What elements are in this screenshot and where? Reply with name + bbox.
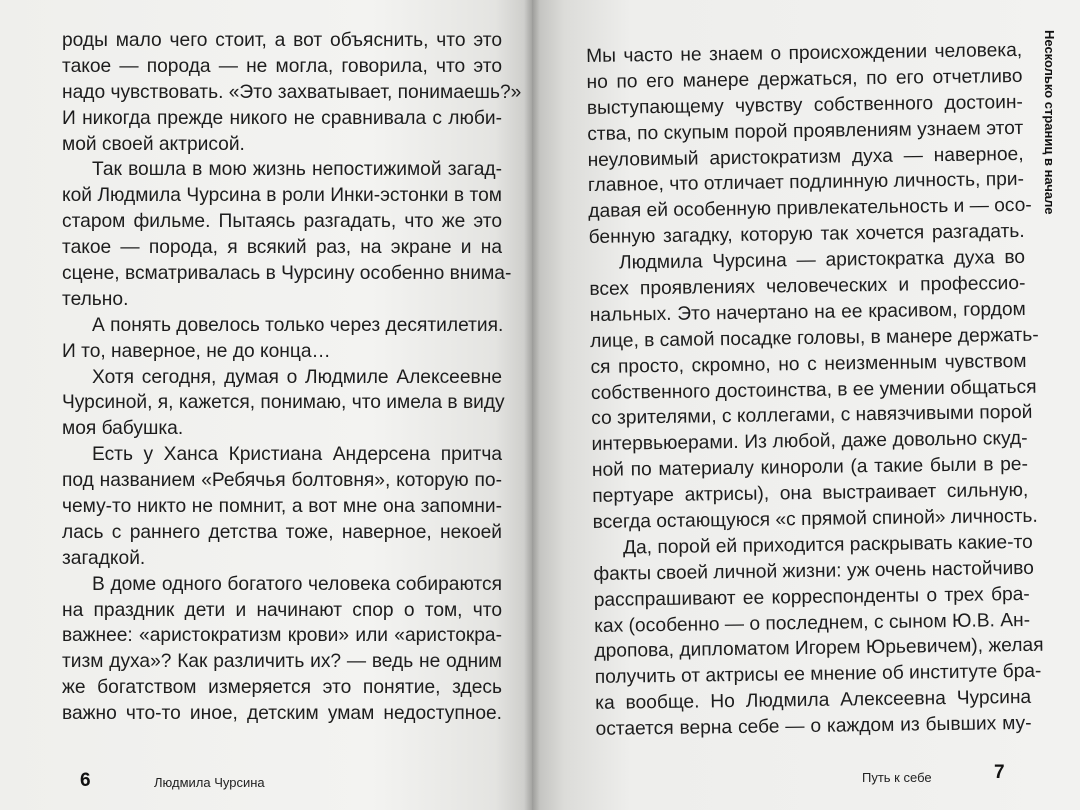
text-line: загадкой.	[62, 547, 146, 569]
text-line: под названием «Ребячья болтовня», которую по-	[62, 470, 502, 492]
text-line: Есть у Ханса Кристиана Андерсена притча	[92, 444, 502, 466]
text-line: дропова, дипломатом Игорем Юрьевичем), желая	[594, 635, 1044, 663]
text-line: такое — порода — не могла, говорила, что это	[62, 55, 502, 77]
text-line: такое — порода, я всякий раз, на экране и на	[62, 237, 502, 259]
book-gutter-shadow	[524, 0, 540, 810]
text-line: ной по материалу кинороли (а такие были в ре-	[591, 454, 1029, 482]
text-line: получить от актрисы ее мнение об институте бра-	[594, 661, 1042, 689]
text-line: Чурсиной, я, кажется, понимаю, что имела в виду	[62, 392, 505, 414]
text-line: же богатством измеряется это понятие, здесь	[62, 677, 502, 699]
text-line: но по его манере держаться, по его отчетливо	[586, 65, 1023, 93]
left-page-body-text	[62, 28, 522, 727]
text-line: моя бабушка.	[62, 418, 184, 440]
text-line: кой Людмила Чурсина в роли Инки-эстонки в том	[62, 185, 502, 207]
left-page-number: 6	[80, 770, 91, 791]
text-line: ся просто, скромно, но с неизменным чувством	[590, 350, 1027, 378]
text-line: бенную загадку, которую так хочется разгадать.	[588, 221, 1025, 249]
text-line: всех проявлениях человеческих и профессио-	[589, 272, 1026, 300]
text-line: ства, по скупым порой проявлениям узнаем этот	[587, 117, 1024, 145]
text-line: Да, порой ей приходится раскрывать какие-то	[622, 531, 1033, 559]
text-line: неуловимый аристократизм духа — наверное,	[587, 143, 1024, 171]
text-line: со зрителями, с коллегами, с навязчивыми порой	[591, 402, 1033, 430]
text-line: лась с раннего детства тоже, наверное, некоей	[62, 521, 502, 543]
text-line: ка вообще. Но Людмила Алексеевна Чурсина	[595, 687, 1032, 715]
text-line: В доме одного богатого человека собираются	[92, 573, 502, 595]
text-line: мой своей актрисой.	[62, 133, 245, 155]
text-line: надо чувствовать. «Это захватывает, понимаешь?»	[62, 81, 522, 103]
text-line: всегда остающуюся «с прямой спиной» личность.	[592, 505, 1038, 533]
text-line: лице, в самой посадке головы, в манере держать-	[590, 324, 1039, 352]
text-line: пертуаре актрисы), она выстраивает сильную,	[592, 480, 1029, 508]
right-page-body-text	[586, 38, 1044, 743]
right-page-number: 7	[994, 762, 1005, 783]
text-line: И то, наверное, не до конца…	[62, 340, 331, 362]
right-page-footer	[532, 760, 1080, 790]
text-line: сцене, всматривалась в Чурсину особенно внима-	[62, 263, 512, 285]
text-line: важнее: «аристократизм крови» или «аристокра-	[62, 625, 502, 647]
text-line: Хотя сегодня, думая о Людмиле Алексеевне	[92, 366, 502, 388]
left-running-head: Людмила Чурсина	[154, 775, 265, 790]
text-line: давая ей особенную привлекательность и — осо-	[588, 195, 1032, 223]
text-line: Людмила Чурсина — аристократка духа во	[618, 247, 1026, 274]
text-line: главное, что отличает подлинную личность, при-	[587, 169, 1025, 197]
text-line: расспрашивают ее корреспонденты о трех бра-	[593, 583, 1030, 611]
left-page	[0, 0, 532, 810]
text-line: факты своей личной жизни: уж очень настойчиво	[593, 557, 1035, 585]
right-running-head: Путь к себе	[862, 770, 932, 785]
text-line: выступающему чувству собственного достоин-	[586, 91, 1024, 119]
text-line: чему-то никто не помнит, а вот мне она запомни-	[62, 496, 502, 518]
text-line: Мы часто не знаем о происхождении человека,	[586, 39, 1023, 67]
text-line: тельно.	[62, 288, 129, 310]
text-line: старом фильме. Пытаясь разгадать, что же это	[62, 211, 502, 233]
text-line: важно что-то иное, детским умам недоступное.	[62, 703, 502, 725]
text-line: остается верна себе — о каждом из бывших му-	[595, 713, 1032, 741]
text-line: А понять довелось только через десятилетия.	[92, 314, 504, 336]
text-line: на праздник дети и начинают спор о том, что	[62, 599, 502, 621]
left-page-footer	[0, 770, 532, 800]
text-line: роды мало чего стоит, а вот объяснить, что это	[62, 30, 502, 51]
text-line: нальных. Это начертано на ее красивом, гордом	[589, 298, 1026, 326]
text-line: интервьюерами. Из любой, даже довольно скуд-	[591, 428, 1028, 456]
text-line: ках (особенно — о последнем, с сыном Ю.В. Ан-	[593, 609, 1031, 637]
right-page	[532, 0, 1080, 810]
text-line: собственного достоинства, в ее умении общаться	[590, 376, 1037, 404]
right-page-side-title	[1042, 30, 1062, 230]
text-line: тизм духа»? Как различить их? — ведь не одним	[62, 651, 502, 673]
side-title-text: Несколько страниц в начале	[1042, 30, 1057, 215]
text-line: И никогда прежде никого не сравнивала с люби-	[62, 107, 502, 129]
text-line: Так вошла в мою жизнь непостижимой загад-	[92, 159, 502, 181]
